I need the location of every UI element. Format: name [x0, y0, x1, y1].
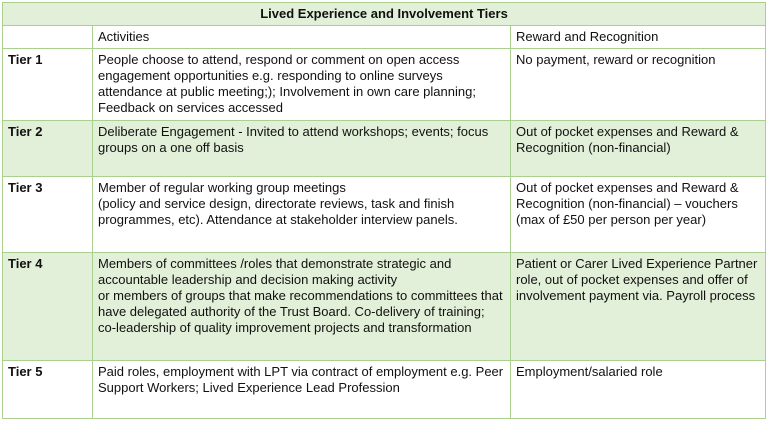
table-row-tier-1 — [3, 49, 766, 121]
activities-cell: Member of regular working group meetings (policy and service design, directorate reviews, task and finish programmes, etc). Attendance at stakeholder interview panels. — [93, 177, 511, 253]
header-reward: Reward and Recognition — [511, 26, 766, 49]
table-header-row — [3, 26, 766, 49]
tier-label: Tier 5 — [3, 361, 93, 419]
tier-label: Tier 3 — [3, 177, 93, 253]
table-row-tier-2 — [3, 121, 766, 177]
header-tier — [3, 26, 93, 49]
tiers-table — [2, 2, 766, 419]
table-title-row — [3, 3, 766, 26]
activities-cell: Members of committees /roles that demonstrate strategic and accountable leadership and decision making activity or members of groups that make recommendations to committees that have delegated authority of the Trust Board. Co-delivery of training; co-leadership of quality improvement projects and transformation — [93, 253, 511, 361]
activities-cell: People choose to attend, respond or comment on open access engagement opportunities e.g. responding to online surveys attendance at public meeting;); Involvement in own care planning; Feedback on services accessed — [93, 49, 511, 121]
table-row-tier-3 — [3, 177, 766, 253]
reward-cell: Patient or Carer Lived Experience Partner role, out of pocket expenses and offer of involvement payment via. Payroll process — [511, 253, 766, 361]
tier-label: Tier 2 — [3, 121, 93, 177]
table-row-tier-5 — [3, 361, 766, 419]
tier-label: Tier 1 — [3, 49, 93, 121]
header-activities: Activities — [93, 26, 511, 49]
reward-cell: No payment, reward or recognition — [511, 49, 766, 121]
tier-label: Tier 4 — [3, 253, 93, 361]
activities-cell: Paid roles, employment with LPT via contract of employment e.g. Peer Support Workers; Lived Experience Lead Profession — [93, 361, 511, 419]
activities-cell: Deliberate Engagement - Invited to attend workshops; events; focus groups on a one off basis — [93, 121, 511, 177]
reward-cell: Employment/salaried role — [511, 361, 766, 419]
table-row-tier-4 — [3, 253, 766, 361]
reward-cell: Out of pocket expenses and Reward & Recognition (non-financial) – vouchers (max of £50 per person per year) — [511, 177, 766, 253]
table-title: Lived Experience and Involvement Tiers — [3, 3, 766, 26]
reward-cell: Out of pocket expenses and Reward & Recognition (non-financial) — [511, 121, 766, 177]
